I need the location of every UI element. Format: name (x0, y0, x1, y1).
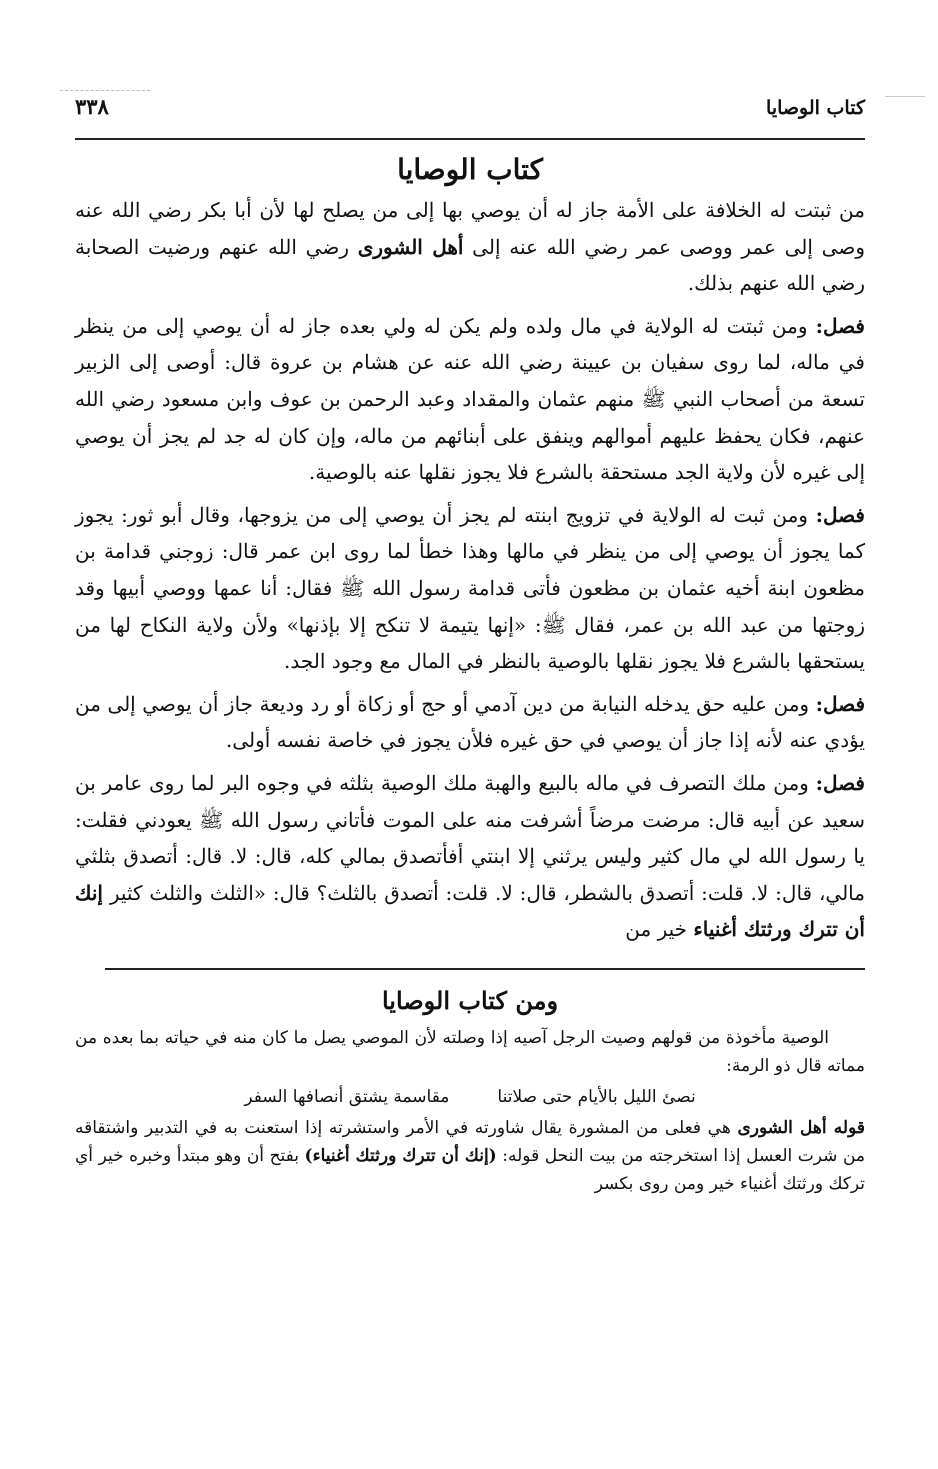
chapter-title: كتاب الوصايا (397, 153, 543, 186)
poetry-verse (75, 1082, 865, 1112)
main-paragraph (75, 497, 865, 680)
paragraph-text: ومن ثبتت له الولاية في مال ولده ولم يكن له ولي بعده جاز له أن يوصي إلى من ينظر في ماله، لما روى سفيان بن عيينة رضي الله عنه عن هشام بن عروة قال: أوصى إلى الزبير تسعة من أصحاب النبي ﷺ منهم عثمان والمقداد وعبد الرحمن بن عوف وابن مسعود رضي الله عنهم، فكان يحفظ عليهم أموالهم وينفق على أبنائهم من ماله، وإن كان له جد لم يجز أن يوصي إلى غيره لأن ولاية الجد مستحقة بالشرع فلا يجوز نقلها عنه بالوصية. (75, 313, 865, 485)
main-paragraph (75, 308, 865, 491)
scan-mark-right (885, 96, 925, 97)
commentary-body: هي فعلى من المشورة يقال شاورته في الأمر واستشرته إذا استعنت به في التدبير واشتقاقه من شرت العسل إذا استخرجته من بيت النحل قوله: (75, 1117, 865, 1166)
paragraph-text: خير من (625, 917, 694, 942)
commentary-paragraph (75, 1114, 865, 1198)
commentary-quote: (إنك أن تترك ورثتك أغنياء) (304, 1145, 497, 1166)
bold-phrase: أهل الشورى (357, 234, 464, 259)
section-lead-fasl: فصل: (815, 502, 865, 527)
verse-hemistich-first: نصئ الليل بالأيام حتى صلاتنا (497, 1086, 696, 1107)
running-head (75, 94, 865, 140)
running-head-book-title: كتاب الوصايا (766, 97, 865, 119)
commentary-tail: بفتح أن وهو مبتدأ وخبره خير أي تركك ورثتك أغنياء خير ومن روى بكسر (75, 1145, 865, 1194)
section-lead-fasl: فصل: (815, 770, 865, 795)
main-text (75, 192, 865, 948)
page-number: ٣٣٨ (75, 94, 109, 119)
paragraph-text: رضي الله عنهم ورضيت الصحابة رضي الله عنهم بذلك. (75, 234, 865, 296)
main-paragraph (75, 192, 865, 302)
commentary (75, 1024, 865, 1198)
commentary-paragraph: الوصية مأخوذة من قولهم وصيت الرجل آصيه إذا وصلته لأن الموصي يصل ما كان منه في حياته بما بعده من مماته قال ذو الرمة: (75, 1027, 865, 1076)
paragraph-text: من ثبتت له الخلافة على الأمة جاز له أن يوصي بها إلى من يصلح لها لأن أبا بكر رضي الله عنه وصى إلى عمر ووصى عمر رضي الله عنه إلى (75, 198, 865, 259)
paragraph-text: ومن ملك التصرف في ماله بالبيع والهبة ملك الوصية بثلثه في وجوه البر لما روى عامر بن سعيد عن أبيه قال: مرضت مرضاً أشرفت منه على الموت فأتاني رسول الله ﷺ يعودني فقلت: يا رسول الله لي مال كثير وليس يرثني إلا ابنتي أفأتصدق بمالي كله، قال: لا. قال: أتصدق بثلثي مالي، قال: لا. قلت: أتصدق بالشطر، قال: لا. قلت: أتصدق بالثلث؟ قال: «الثلث والثلث كثير (75, 770, 865, 905)
main-paragraph (75, 686, 865, 759)
commentary-lead: قوله أهل الشورى (737, 1117, 865, 1138)
book-page (75, 60, 865, 1198)
paragraph-text: ومن عليه حق يدخله النيابة من دين آدمي أو حج أو زكاة أو رد وديعة جاز أن يوصي إلى من يؤدي عنه لأنه إذا جاز أن يوصي في حق غيره فلأن يجوز في خاصة نفسه أولى. (75, 691, 865, 753)
commentary-title: ومن كتاب الوصايا (381, 985, 559, 1015)
section-lead-fasl: فصل: (815, 313, 865, 338)
section-lead-fasl: فصل: (815, 691, 866, 716)
verse-hemistich-second: مقاسمة يشتق أنصافها السفر (244, 1086, 450, 1107)
footnote-divider (105, 968, 865, 970)
main-paragraph (75, 765, 865, 948)
bold-phrase: إنك أن تترك ورثتك أغنياء (75, 880, 865, 942)
paragraph-text: ومن ثبت له الولاية في تزويج ابنته لم يجز أن يوصي إلى من يزوجها، وقال أبو ثور: يجوز كما يجوز أن يوصي إلى من ينظر في مالها وهذا خطأ لما روى ابن عمر قال: زوجني قدامة بن مظعون ابنة أخيه عثمان بن مظعون فأتى قدامة رسول الله ﷺ فقال: أنا عمها ووصي أبيها وقد زوجتها من عبد الله بن عمر، فقال ﷺ: «إنها يتيمة لا تنكح إلا بإذنها» ولأن ولاية النكاح لها من يستحقها بالشرع فلا يجوز نقلها بالوصية بالنظر في المال مع وجود الجد. (75, 502, 865, 674)
